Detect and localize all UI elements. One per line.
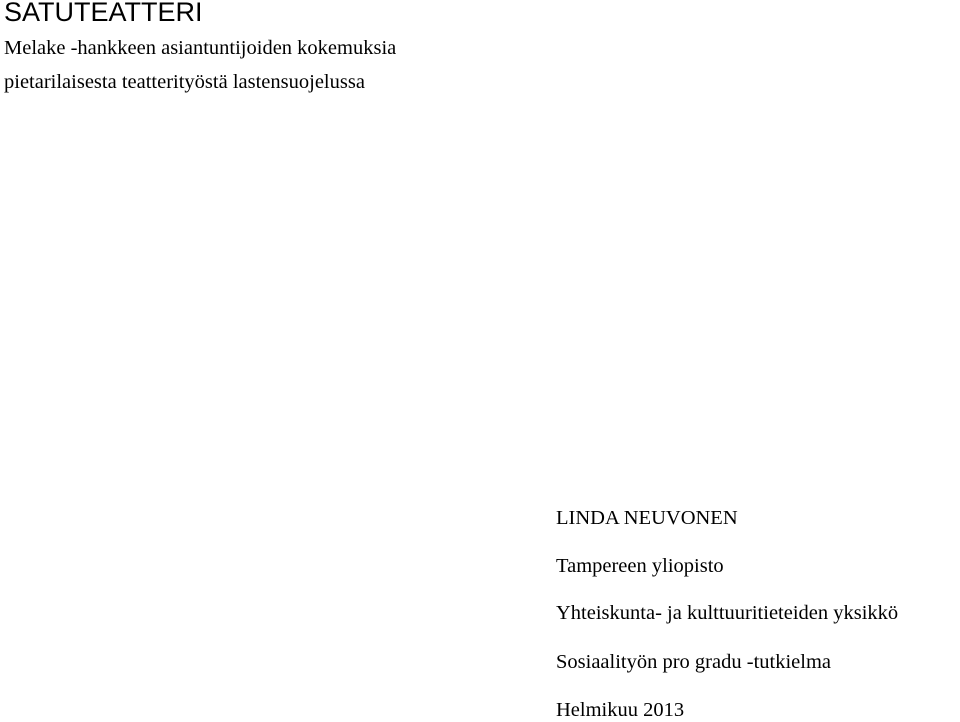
faculty-unit: Yhteiskunta- ja kulttuuritieteiden yksikkö [556, 602, 899, 624]
subtitle-line-1: Melake -hankkeen asiantuntijoiden kokemuksia [4, 37, 397, 59]
publication-date: Helmikuu 2013 [556, 699, 685, 721]
university-name: Tampereen yliopisto [556, 555, 724, 577]
subtitle-line-2: pietarilaisesta teatterityöstä lastensuojelussa [4, 71, 365, 93]
document-title: SATUTEATTERI [4, 0, 203, 27]
thesis-type: Sosiaalityön pro gradu -tutkielma [556, 651, 831, 673]
author-name: LINDA NEUVONEN [556, 507, 738, 529]
